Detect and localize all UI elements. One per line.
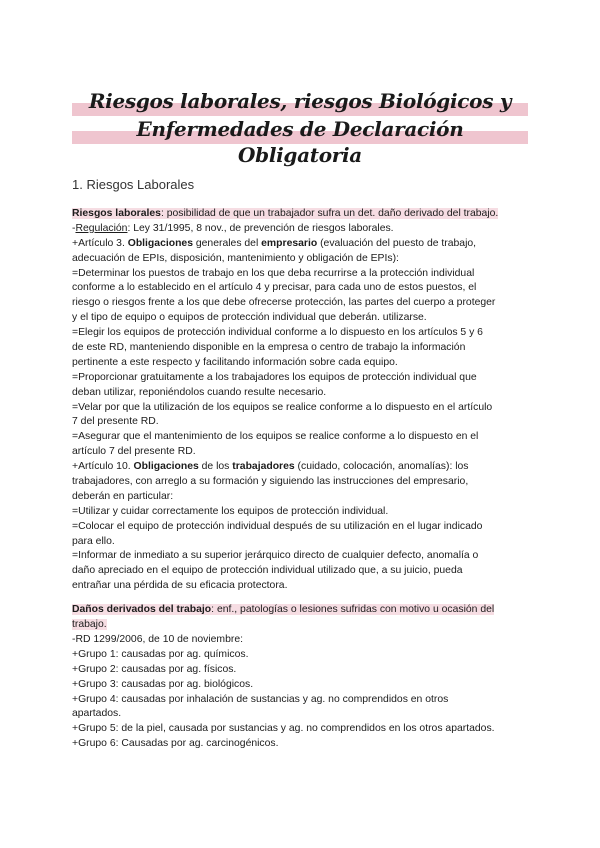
text-line: deban utilizar, reponiéndolos cuando resulte necesario.	[72, 386, 327, 398]
rd-line: -RD 1299/2006, de 10 de noviembre:	[72, 633, 243, 645]
articulo10-line	[72, 460, 532, 475]
danos-definition-line-2	[72, 618, 532, 633]
title-line-2	[72, 116, 528, 168]
regulacion-line	[72, 222, 532, 237]
text-line: =Utilizar y cuidar correctamente los equipos de protección individual.	[72, 505, 389, 517]
body-text	[72, 207, 532, 752]
text-line: conforme a lo establecido en el artículo 4 y precisar, para cada uno de estos puestos, el	[72, 282, 477, 294]
text-line: 7 del presente RD.	[72, 416, 159, 428]
art10-a: +Artículo 10.	[72, 461, 134, 473]
title-line-1	[72, 88, 528, 114]
text-line: adecuación de EPIs, disposición, mantenimiento y obligación de EPIs):	[72, 252, 399, 264]
title-text-1: Riesgos laborales, riesgos Biológicos y	[88, 89, 512, 113]
art3-a: +Artículo 3.	[72, 237, 128, 249]
text-line: trabajadores, con arreglo a su formación y siguiendo las instrucciones del empresario,	[72, 476, 469, 488]
section-heading: 1. Riesgos Laborales	[72, 177, 195, 192]
text-line: =Colocar el equipo de protección individual después de su utilización en el lugar indicado	[72, 520, 483, 532]
regulacion-label: Regulación	[75, 222, 128, 234]
text-line: entrañar una pérdida de su eficacia protectora.	[72, 580, 288, 592]
text-line: daño apreciado en el equipo de protección individual utilizado que, a su juicio, pueda	[72, 565, 463, 577]
text-line: =Asegurar que el mantenimiento de los equipos se realice conforme a lo dispuesto en el	[72, 431, 479, 443]
group-item: +Grupo 2: causadas por ag. físicos.	[72, 663, 237, 675]
text-line: y el tipo de equipo o equipos de protección individual que deberán. utilizarse.	[72, 312, 427, 324]
reg-prefix: -	[72, 222, 76, 234]
art10-e: (cuidado, colocación, anomalías): los	[294, 461, 469, 473]
art3-e: (evaluación del puesto de trabajo,	[317, 237, 477, 249]
group-item: +Grupo 4: causadas por inhalación de sustancias y ag. no comprendidos en otros	[72, 693, 449, 705]
title-text-2: Enfermedades de Declaración Obligatoria	[136, 117, 464, 167]
art10-c: de los	[198, 461, 233, 473]
group-item: +Grupo 6: Causadas por ag. carcinogénicos.	[72, 738, 279, 750]
group-item: +Grupo 3: causadas por ag. biológicos.	[72, 678, 254, 690]
document-title	[72, 88, 528, 168]
text-line: para ello.	[72, 535, 115, 547]
text-line: =Velar por que la utilización de los equipos se realice conforme a lo dispuesto en el artículo	[72, 401, 493, 413]
text-line: =Proporcionar gratuitamente a los trabajadores los equipos de protección individual que	[72, 371, 477, 383]
paragraph-gap	[72, 594, 532, 603]
text-line: riesgo o riesgos frente a los que debe ofrecerse protección, las partes del cuerpo a proteger	[72, 297, 496, 309]
text-line: deberán en particular:	[72, 490, 174, 502]
text-line: =Elegir los equipos de protección individual conforme a lo dispuesto en los artículos 5 y 6	[72, 327, 483, 339]
text-line: artículo 7 del presente RD.	[72, 446, 196, 458]
art3-b: Obligaciones	[127, 237, 193, 249]
riesgos-term: Riesgos laborales	[72, 208, 161, 219]
art10-b: Obligaciones	[133, 461, 199, 473]
riesgos-definition-line	[72, 207, 532, 222]
danos-def-2: trabajo.	[72, 619, 107, 631]
group-item: apartados.	[72, 708, 122, 720]
danos-definition-line	[72, 603, 532, 618]
text-line: pertinente a este respecto y facilitando información sobre cada equipo.	[72, 356, 398, 368]
group-item: +Grupo 1: causadas por ag. químicos.	[72, 648, 249, 660]
text-line: =Determinar los puestos de trabajo en los que deba recurrirse a la protección individual	[72, 267, 475, 279]
regulacion-text: : Ley 31/1995, 8 nov., de prevención de riesgos laborales.	[127, 222, 394, 234]
art10-d: trabajadores	[232, 461, 295, 473]
danos-def-1: : enf., patologías o lesiones sufridas con motivo u ocasión del	[211, 604, 495, 616]
riesgos-definition: : posibilidad de que un trabajador sufra un det. daño derivado del trabajo.	[160, 208, 499, 219]
text-line: de este RD, manteniendo disponible en la empresa o centro de trabajo la información	[72, 342, 466, 354]
articulo3-line	[72, 237, 532, 252]
text-line: =Informar de inmediato a su superior jerárquico directo de cualquier defecto, anomalía o	[72, 550, 479, 562]
art3-c: generales del	[192, 237, 262, 249]
art3-d: empresario	[261, 237, 318, 249]
group-item: +Grupo 5: de la piel, causada por sustancias y ag. no comprendidos en los otros apartados.	[72, 723, 495, 735]
danos-term: Daños derivados del trabajo	[72, 604, 212, 616]
